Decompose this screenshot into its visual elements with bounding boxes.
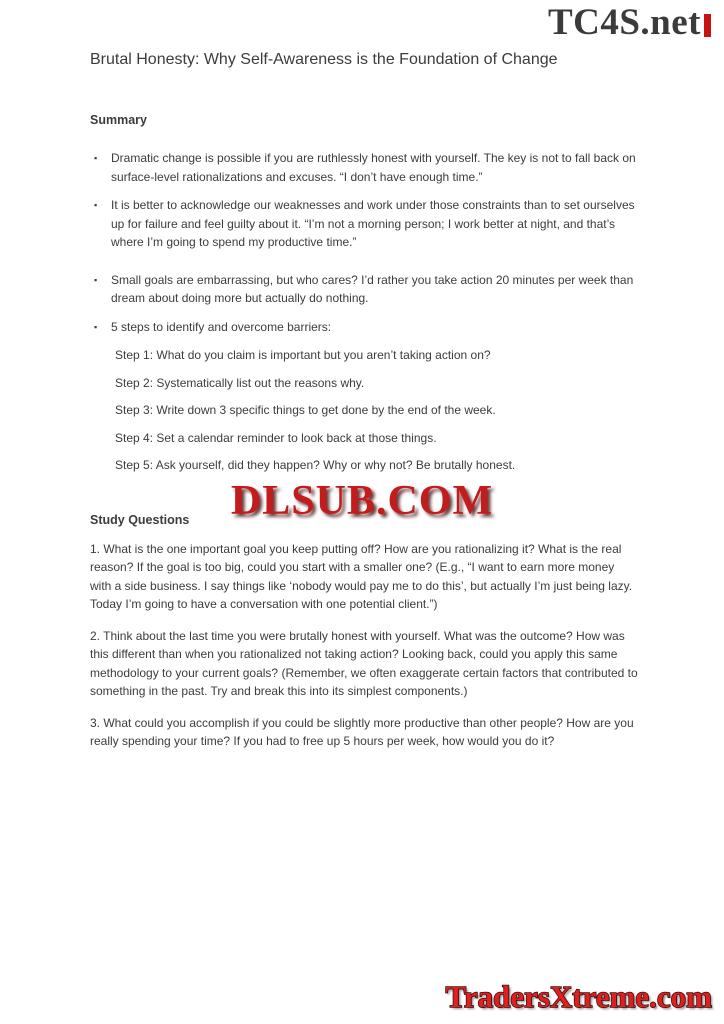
list-item: [90, 196, 638, 252]
bullet-text: Dramatic change is possible if you are ruthlessly honest with yourself. The key is not to fall back on surface-level rationalizations and excuses. “I don’t have enough time.”: [111, 151, 636, 184]
tc4s-red-accent-icon: [704, 14, 711, 37]
step-item: Step 4: Set a calendar reminder to look back at those things.: [115, 430, 437, 445]
step-item: Step 2: Systematically list out the reasons why.: [115, 375, 365, 390]
list-item: [90, 318, 638, 337]
study-questions-heading: Study Questions: [90, 512, 190, 527]
steps-list: [90, 346, 638, 475]
bullet-icon: ▪: [94, 321, 98, 332]
step-item: Step 3: Write down 3 specific things to get done by the end of the week.: [115, 403, 496, 417]
bullet-text: It is better to acknowledge our weaknesses and work under those constraints than to set ourselves up for failure and feel guilty about it. “I’m not a morning person; I work better at night, and that’s where I’m going to spend my productive time.”: [111, 198, 635, 249]
summary-bullet-list: [90, 149, 638, 336]
watermark-tc4s-logo: [548, 4, 711, 41]
question-item: 1. What is the one important goal you keep putting off? How are you rationalizing it? What is the real reason? If the goal is too big, could you start with a smaller one? (E.g., “I want to earn more money with a side business. I say things like ‘nobody would pay me to do this’, but actually I’m just being lazy. Today I’m going to have a conversation with one potential client.”): [90, 541, 633, 611]
watermark-tc4s-text: TC4S.net: [547, 2, 701, 43]
document-content: [90, 50, 638, 764]
bullet-text: 5 steps to identify and overcome barriers:: [111, 319, 332, 334]
step-item: Step 1: What do you claim is important but you aren’t taking action on?: [115, 348, 491, 362]
question-item: 2. Think about the last time you were brutally honest with yourself. What was the outcome? How was this different than when you rationalized not taking action? Looking back, could you apply this same methodology to your current goals? (Remember, we often exaggerate certain factors that contributed to something in the past. Try and break this into its simplest components.): [90, 628, 638, 698]
bullet-text: Small goals are embarrassing, but who cares? I’d rather you take action 20 minutes per week than dream about doing more but actually do nothing.: [111, 272, 634, 305]
page-title: Brutal Honesty: Why Self-Awareness is the Foundation of Change: [90, 51, 558, 68]
watermark-tradersxtreme: TradersXtreme.com: [445, 979, 712, 1014]
bullet-icon: ▪: [94, 274, 98, 285]
study-questions-list: [90, 540, 638, 751]
bullet-icon: ▪: [94, 153, 98, 163]
watermark-dlsub: DLSUB.COM: [230, 478, 494, 524]
bullet-icon: ▪: [94, 200, 98, 210]
list-item: [90, 149, 638, 186]
list-item: [90, 271, 638, 308]
step-item: Step 5: Ask yourself, did they happen? Why or why not? Be brutally honest.: [115, 458, 516, 472]
summary-heading: Summary: [90, 113, 147, 127]
question-item: 3. What could you accomplish if you could be slightly more productive than other people? How are you really spending your time? If you had to free up 5 hours per week, how would you do it?: [90, 715, 634, 748]
